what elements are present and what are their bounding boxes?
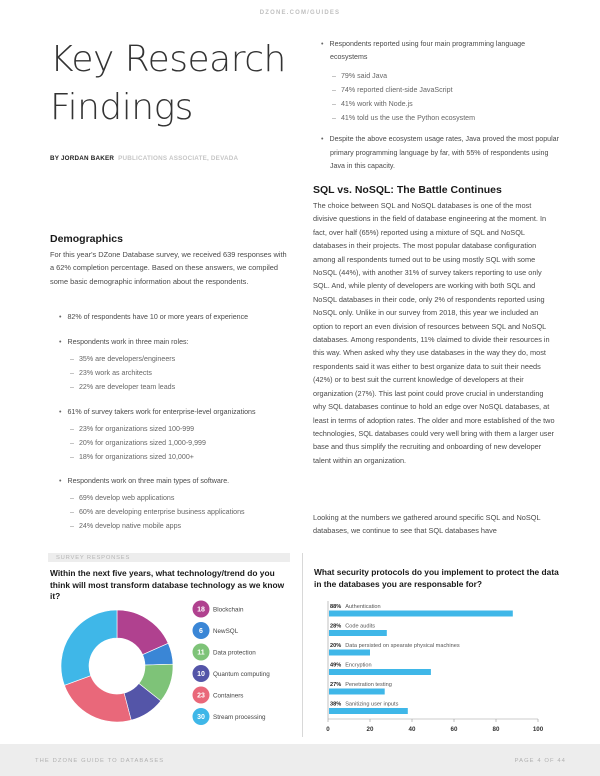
- bar-category-label: Sanitizing user inputs: [345, 701, 399, 708]
- list-subitem: – 35% are developers/engineers: [60, 352, 296, 366]
- bar-label: [330, 682, 392, 688]
- list-subitem: – 60% are developing enterprise business applications: [60, 505, 296, 519]
- list-subitem: – 74% reported client-side JavaScript: [322, 83, 562, 97]
- x-tick-label: 40: [408, 726, 416, 733]
- bar-data-persisted-on-spearate-physical-machines: [329, 650, 370, 656]
- bar-label: [330, 604, 381, 610]
- legend-label: Stream processing: [213, 713, 266, 721]
- x-tick-label: 60: [450, 726, 458, 733]
- list-item: • Respondents work in three main roles:: [60, 336, 296, 348]
- demographics-list-4: [60, 475, 296, 533]
- page-footer: [0, 744, 600, 776]
- list-subitem: – 23% for organizations sized 100-999: [60, 422, 296, 436]
- list-item: • Respondents work on three main types of software.: [60, 475, 296, 487]
- page-title: [50, 36, 290, 132]
- x-tick-label: 20: [366, 726, 374, 733]
- list-subitem: – 41% work with Node.js: [322, 97, 562, 111]
- x-tick-label: 80: [492, 726, 500, 733]
- list-subitem: – 41% told us the use the Python ecosystem: [322, 111, 562, 125]
- page-title-line-2: Findings: [50, 87, 193, 128]
- bar-category-label: Code audits: [345, 623, 376, 630]
- author-role: PUBLICATIONS ASSOCIATE, DEVADA: [118, 155, 239, 162]
- legend-value: 23: [197, 692, 205, 700]
- bar-label: [330, 624, 375, 630]
- legend-value: 11: [197, 649, 205, 657]
- bar-category-label: Encryption: [345, 662, 372, 669]
- sql-paragraph-1: The choice between SQL and NoSQL databases is one of the most divisive questions in the field of database engineering at the moment. In fact, over half (65%) reported using a mixture of SQL and NoSQL databases in their projects. The most popular database configuration among all respondents turned out to be using mostly SQL with some NoSQL (44%), with another 31% of survey takers reporting to use only SQL. And, while plenty of developers are working with both SQL and NoSQL databases in their code, only 2% of respondents reported using NoSQL only. Unlike in our survey from 2018, this year we included an option to report an even division of resources between SQL and NoSQL databases. Among respondents, 11% claimed to divide their resources in this way. When asked why they use databases in the way they do, most respondents said it was either to best organize data to suit their needs (42%) or to best suit the current knowledge of developers at their organization (27%). This last point could prove crucial in understanding why SQL databases continue to hold an edge over NoSQL databases, at least in terms of adoption rates. The older and more established of the two technologies, SQL databases could very well bring with them a larger user base and thus simplify the recruiting and onboarding of new developer talent within an organization.: [313, 201, 555, 465]
- bar-value-label: 27%: [330, 682, 342, 688]
- footer-guide-title: THE DZONE GUIDE TO DATABASES: [35, 758, 165, 764]
- x-tick-label: 100: [532, 726, 544, 733]
- footer-page-number: PAGE 4 OF 44: [514, 758, 566, 764]
- demographics-heading: Demographics: [50, 233, 123, 245]
- bar-value-label: 20%: [330, 643, 342, 649]
- list-subitem: – 24% develop native mobile apps: [60, 519, 296, 533]
- legend-value: 10: [197, 671, 205, 679]
- demographics-intro: For this year's DZone Database survey, we received 639 responses with a 62% completion percentage. Based on these answers, we compiled some basic demographic information about the respondents.: [50, 250, 287, 286]
- sql-paragraph-2: Looking at the numbers we gathered around specific SQL and NoSQL databases, we continue to see that SQL databases have: [313, 513, 541, 536]
- donut-chart: [50, 596, 300, 736]
- donut-slice-containers: [64, 676, 131, 722]
- list-item: • Despite the above ecosystem usage rates, Java proved the most popular primary programming language by far, with 55% of respondents using Java in this capacity.: [322, 133, 562, 173]
- bar-value-label: 38%: [330, 701, 342, 708]
- demographics-list-3: [60, 406, 296, 464]
- x-tick-label: 0: [326, 726, 330, 733]
- survey-responses-badge: [48, 553, 290, 562]
- list-subitem: – 69% develop web applications: [60, 491, 296, 505]
- donut-chart-question: Within the next five years, what technology/trend do you think will most transform database technology as we know it?: [50, 568, 285, 601]
- donut-slice-stream-processing: [61, 610, 117, 685]
- bar-code-audits: [329, 630, 387, 636]
- legend-value: 6: [199, 628, 203, 636]
- bar-category-label: Data persisted on spearate physical machines: [345, 643, 460, 649]
- bar-label: [330, 663, 372, 669]
- list-subitem: – 79% said Java: [322, 69, 562, 83]
- bar-category-label: Penetration testing: [345, 682, 392, 688]
- ecosystem-list: [322, 38, 562, 173]
- survey-responses-label: SURVEY RESPONSES: [56, 554, 131, 561]
- page-header-url: DZONE.COM/GUIDES: [259, 10, 341, 16]
- list-item: • 61% of survey takers work for enterprise-level organizations: [60, 406, 296, 418]
- legend-label: NewSQL: [213, 627, 239, 635]
- bar-penetration-testing: [329, 689, 385, 695]
- bar-authentication: [329, 611, 513, 617]
- list-subitem: – 22% are developer team leads: [60, 380, 296, 394]
- legend-value: 30: [197, 714, 205, 722]
- list-item: • 82% of respondents have 10 or more years of experience: [60, 311, 296, 323]
- author-name: BY JORDAN BAKER: [50, 155, 115, 162]
- bar-encryption: [329, 669, 431, 675]
- legend-label: Blockchain: [213, 606, 244, 614]
- column-divider: [302, 553, 303, 737]
- byline: [50, 155, 238, 162]
- legend-label: Quantum computing: [213, 670, 270, 678]
- legend-label: Containers: [213, 692, 244, 700]
- list-subitem: – 23% work as architects: [60, 366, 296, 380]
- bar-value-label: 28%: [330, 623, 342, 630]
- bar-value-label: 49%: [330, 662, 342, 669]
- list-item: • Respondents reported using four main programming language ecosystems: [322, 38, 562, 64]
- bar-label: [330, 643, 460, 649]
- bar-label: [330, 702, 399, 708]
- bar-category-label: Authentication: [345, 604, 381, 610]
- sql-heading: SQL vs. NoSQL: The Battle Continues: [313, 184, 502, 196]
- list-subitem: – 20% for organizations sized 1,000-9,999: [60, 436, 296, 450]
- legend-label: Data protection: [213, 649, 256, 657]
- list-subitem: – 18% for organizations sized 10,000+: [60, 450, 296, 464]
- bar-value-label: 88%: [330, 604, 342, 610]
- bar-sanitizing-user-inputs: [329, 708, 408, 714]
- bar-chart: [310, 596, 560, 741]
- legend-value: 18: [197, 606, 205, 614]
- bar-chart-question: What security protocols do you implement to protect the data in the databases you are responsable for?: [314, 567, 559, 589]
- page-title-line-1: Key Research: [50, 39, 286, 80]
- demographics-list-1: [60, 311, 296, 323]
- demographics-list-2: [60, 336, 296, 394]
